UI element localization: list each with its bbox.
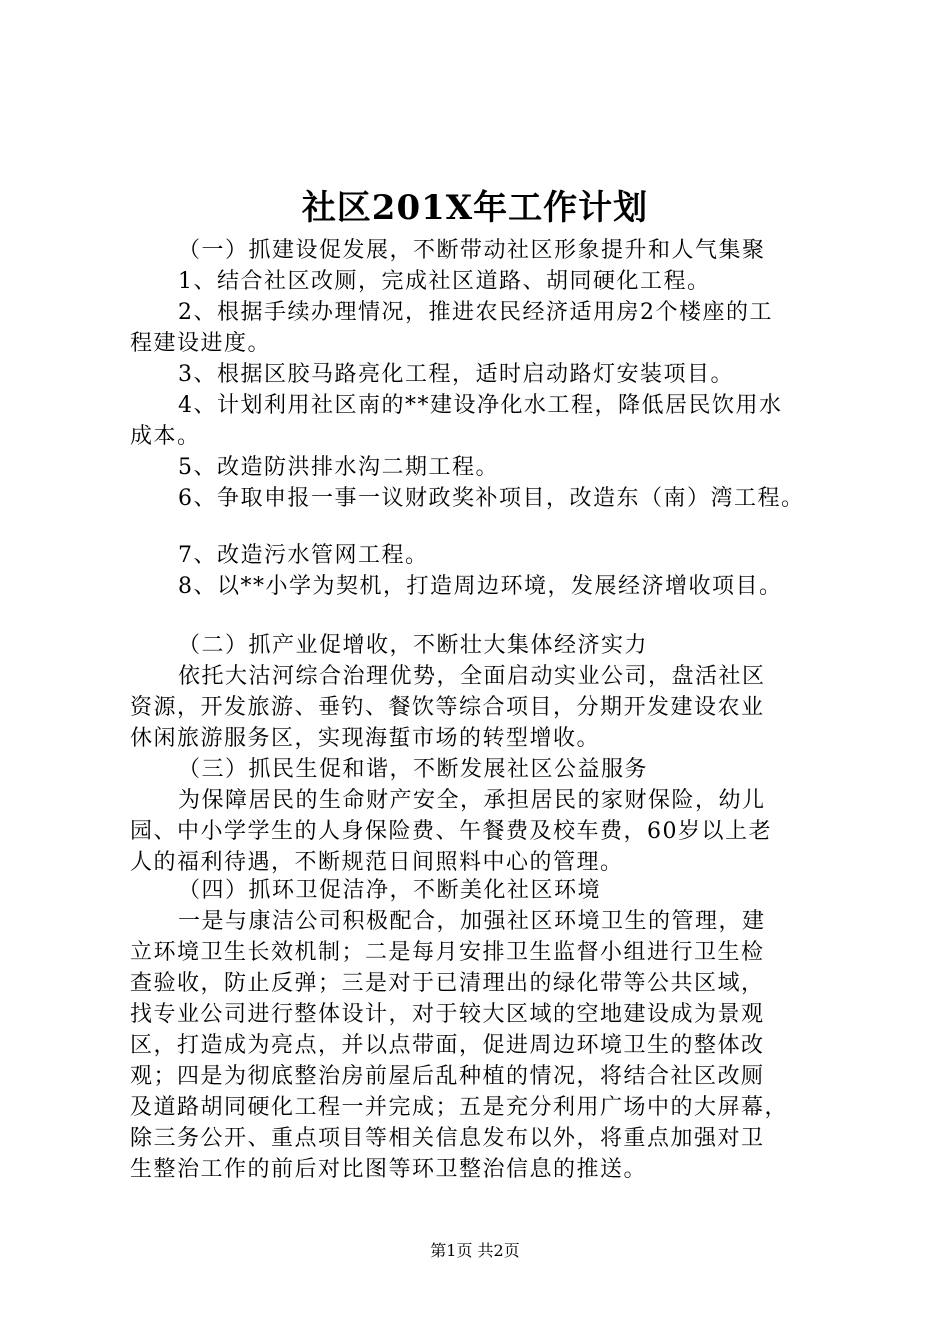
paragraph-line: 程建设进度。 <box>130 331 272 356</box>
paragraph-line: 立环境卫生长效机制；二是每月安排卫生监督小组进行卫生检 <box>130 940 765 965</box>
paragraph-line: 8、以**小学为契机，打造周边环境，发展经济增收项目。 <box>178 574 783 599</box>
paragraph-line: 为保障居民的生命财产安全，承担居民的家财保险，幼儿 <box>178 788 766 813</box>
paragraph-line: 成本。 <box>130 424 201 449</box>
paragraph-line: 找专业公司进行整体设计，对于较大区域的空地建设成为景观 <box>130 1002 765 1027</box>
paragraph-line: 区，打造成为亮点，并以点带面，促进周边环境卫生的整体改 <box>130 1033 765 1058</box>
paragraph-line: 3、根据区胶马路亮化工程，适时启动路灯安装项目。 <box>178 362 734 387</box>
paragraph-line: 4、计划利用社区南的**建设净化水工程，降低居民饮用水 <box>178 393 783 418</box>
section-heading-4: （四）抓环卫促洁净，不断美化社区环境 <box>178 878 602 903</box>
paragraph-line: 除三务公开、重点项目等相关信息发布以外，将重点加强对卫 <box>130 1126 765 1151</box>
paragraph-line: 人的福利待遇，不断规范日间照料中心的管理。 <box>130 850 624 875</box>
section-heading-3: （三）抓民生促和谐，不断发展社区公益服务 <box>178 757 649 782</box>
paragraph-line: 资源，开发旅游、垂钓、餐饮等综合项目，分期开发建设农业 <box>130 695 765 720</box>
document-title: 社区201X年工作计划 <box>301 188 649 228</box>
paragraph-line: 及道路胡同硬化工程一并完成；五是充分利用广场中的大屏幕， <box>130 1095 789 1120</box>
paragraph-line: 5、改造防洪排水沟二期工程。 <box>178 455 499 480</box>
paragraph-line: 生整治工作的前后对比图等环卫整治信息的推送。 <box>130 1157 648 1182</box>
paragraph-line: 7、改造污水管网工程。 <box>178 543 429 568</box>
paragraph-line: 6、争取申报一事一议财政奖补项目，改造东（南）湾工程。 <box>178 486 805 511</box>
paragraph-line: 一是与康洁公司积极配合，加强社区环境卫生的管理，建 <box>178 909 766 934</box>
section-heading-1: （一）抓建设促发展，不断带动社区形象提升和人气集聚 <box>178 238 766 263</box>
page-number-footer: 第1页 共2页 <box>430 1241 520 1260</box>
paragraph-line: 查验收，防止反弹；三是对于已清理出的绿化带等公共区域， <box>130 971 765 996</box>
paragraph-line: 2、根据手续办理情况，推进农民经济适用房2个楼座的工 <box>178 300 773 325</box>
paragraph-line: 观；四是为彻底整治房前屋后乱种植的情况，将结合社区改厕 <box>130 1064 765 1089</box>
paragraph-line: 休闲旅游服务区，实现海蜇市场的转型增收。 <box>130 726 601 751</box>
paragraph-line: 依托大沽河综合治理优势，全面启动实业公司，盘活社区 <box>178 664 766 689</box>
paragraph-line: 园、中小学学生的人身保险费、午餐费及校车费，60岁以上老 <box>130 819 772 844</box>
paragraph-line: 1、结合社区改厕，完成社区道路、胡同硬化工程。 <box>178 269 711 294</box>
section-heading-2: （二）抓产业促增收，不断壮大集体经济实力 <box>178 633 649 658</box>
